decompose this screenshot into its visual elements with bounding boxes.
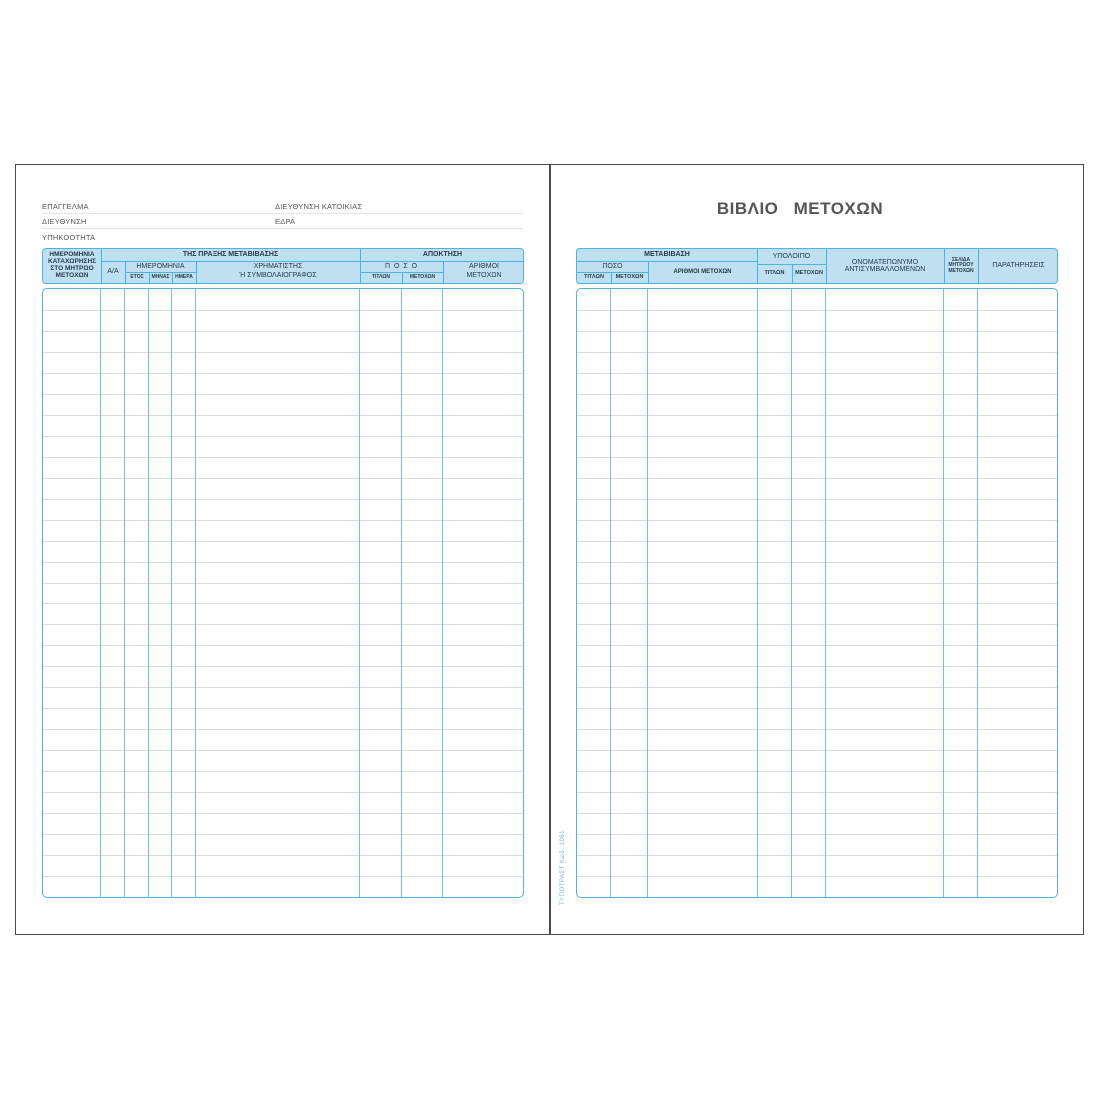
- grid-row-line: [43, 520, 523, 521]
- header-acquisition: ΑΠΟΚΤΗΣΗ: [422, 251, 463, 259]
- header-balance: ΥΠΟΛΟΙΠΟ: [772, 252, 811, 260]
- header-titles: ΤΙΤΛΩΝ: [371, 273, 391, 280]
- grid-column-line: [791, 289, 792, 897]
- grid-row-line: [577, 603, 1057, 604]
- header-remarks: ΠΑΡΑΤΗΡΗΣΕΙΣ: [992, 262, 1045, 270]
- header-numbers-shares: ΜΕΤΟΧΩΝ: [466, 272, 502, 280]
- header-registration-date: ΗΜΕΡΟΜΗΝΙΑ ΚΑΤΑΧΩΡΗΣΗΣ ΣΤΟ ΜΗΤΡΩΟ ΜΕΤΟΧΩΝ: [47, 251, 97, 279]
- grid-row-line: [577, 352, 1057, 353]
- grid-row-line: [577, 583, 1057, 584]
- grid-row-line: [577, 457, 1057, 458]
- grid-row-line: [577, 436, 1057, 437]
- grid-row-line: [577, 687, 1057, 688]
- header-notary: Ή ΣΥΜΒΟΛΑΙΟΓΡΑΦΟΣ: [239, 272, 317, 280]
- header-share-numbers: ΑΡΙΘΜΟΙ ΜΕΤΟΧΩΝ: [673, 268, 732, 275]
- grid-row-line: [43, 624, 523, 625]
- grid-row-line: [43, 478, 523, 479]
- grid-column-line: [943, 289, 944, 897]
- grid-row-line: [43, 352, 523, 353]
- grid-row-line: [43, 331, 523, 332]
- grid-column-line: [148, 289, 149, 897]
- grid-row-line: [43, 666, 523, 667]
- grid-row-line: [577, 331, 1057, 332]
- grid-row-line: [43, 310, 523, 311]
- grid-row-line: [577, 624, 1057, 625]
- grid-row-line: [43, 792, 523, 793]
- grid-row-line: [43, 499, 523, 500]
- header-register-page: ΣΕΛΙΔΑ ΜΗΤΡΩΟΥ ΜΕΤΟΧΩΝ: [948, 257, 974, 274]
- header-shares: ΜΕΤΟΧΩΝ: [615, 273, 644, 280]
- grid-column-line: [977, 289, 978, 897]
- header-amount: Π Ο Σ Ο: [384, 262, 419, 270]
- grid-row-line: [43, 771, 523, 772]
- grid-column-line: [610, 289, 611, 897]
- grid-row-line: [43, 645, 523, 646]
- grid-row-line: [577, 876, 1057, 877]
- grid-row-line: [43, 583, 523, 584]
- grid-row-line: [577, 415, 1057, 416]
- field-divider: [42, 228, 523, 229]
- header-counterparty-name: ΟΝΟΜΑΤΕΠΩΝΥΜΟ ΑΝΤΙΣΥΜΒΑΛΛΟΜΕΝΩΝ: [844, 258, 926, 273]
- grid-row-line: [577, 729, 1057, 730]
- grid-row-line: [577, 562, 1057, 563]
- grid-row-line: [43, 562, 523, 563]
- header-transfer: ΜΕΤΑΒΙΒΑΣΗ: [644, 251, 690, 259]
- grid-column-line: [100, 289, 101, 897]
- grid-column-line: [195, 289, 196, 897]
- grid-row-line: [43, 603, 523, 604]
- grid-row-line: [577, 478, 1057, 479]
- grid-row-line: [577, 750, 1057, 751]
- grid-row-line: [43, 855, 523, 856]
- grid-row-line: [577, 394, 1057, 395]
- grid-row-line: [43, 394, 523, 395]
- header-transfer-act: ΤΗΣ ΠΡΑΞΗΣ ΜΕΤΑΒΙΒΑΣΗΣ: [182, 251, 279, 259]
- grid-row-line: [43, 436, 523, 437]
- grid-row-line: [577, 771, 1057, 772]
- left-entry-grid: [42, 288, 524, 898]
- grid-row-line: [43, 750, 523, 751]
- grid-row-line: [577, 310, 1057, 311]
- grid-column-line: [171, 289, 172, 897]
- grid-row-line: [43, 708, 523, 709]
- header-titles: ΤΙΤΛΩΝ: [584, 273, 604, 280]
- grid-row-line: [43, 541, 523, 542]
- grid-row-line: [577, 855, 1057, 856]
- field-residence-address-label: ΔΙΕΥΘΥΝΣΗ ΚΑΤΟΙΚΙΑΣ: [275, 202, 363, 211]
- field-seat-label: ΕΔΡΑ: [275, 217, 296, 226]
- grid-row-line: [577, 813, 1057, 814]
- grid-row-line: [43, 834, 523, 835]
- grid-row-line: [577, 373, 1057, 374]
- grid-column-line: [442, 289, 443, 897]
- grid-row-line: [43, 729, 523, 730]
- field-nationality-label: ΥΠΗΚΟΟΤΗΤΑ: [42, 233, 96, 242]
- right-table-header: [576, 248, 1058, 284]
- header-numbers: ΑΡΙΘΜΟΙ: [469, 263, 499, 271]
- grid-row-line: [577, 499, 1057, 500]
- right-entry-grid: [576, 288, 1058, 898]
- grid-column-line: [647, 289, 648, 897]
- grid-column-line: [124, 289, 125, 897]
- book-spine: [549, 164, 551, 935]
- header-broker: ΧΡΗΜΑΤΙΣΤΗΣ: [253, 263, 303, 271]
- grid-row-line: [577, 520, 1057, 521]
- grid-row-line: [577, 666, 1057, 667]
- grid-row-line: [43, 415, 523, 416]
- header-balance-titles: ΤΙΤΛΩΝ: [764, 269, 785, 276]
- grid-column-line: [757, 289, 758, 897]
- page-title: ΒΙΒΛΙΟ ΜΕΤΟΧΩΝ: [716, 199, 884, 218]
- grid-row-line: [577, 645, 1057, 646]
- field-address-label: ΔΙΕΥΘΥΝΣΗ: [42, 217, 87, 226]
- printer-imprint: ΤΥΠΟΤΡΑΣΤ Κωδ. 1061: [560, 830, 566, 905]
- grid-row-line: [43, 457, 523, 458]
- header-shares: ΜΕΤΟΧΩΝ: [409, 273, 436, 280]
- header-balance-shares: ΜΕΤΟΧΩΝ: [795, 269, 823, 276]
- header-day: ΗΜΕΡΑ: [175, 273, 193, 280]
- grid-row-line: [43, 687, 523, 688]
- grid-row-line: [577, 541, 1057, 542]
- grid-row-line: [43, 813, 523, 814]
- header-serial-no: Α/Α: [107, 268, 119, 276]
- grid-column-line: [825, 289, 826, 897]
- header-amount: ΠΟΣΟ: [602, 262, 623, 270]
- grid-column-line: [401, 289, 402, 897]
- header-year: ΕΤΟΣ: [130, 273, 144, 280]
- header-month: ΜΗΝΑΣ: [151, 273, 170, 280]
- grid-row-line: [577, 708, 1057, 709]
- grid-row-line: [577, 792, 1057, 793]
- field-occupation-label: ΕΠΑΓΓΕΛΜΑ: [42, 202, 89, 211]
- grid-row-line: [43, 876, 523, 877]
- grid-row-line: [577, 834, 1057, 835]
- field-divider: [42, 213, 523, 214]
- grid-column-line: [359, 289, 360, 897]
- header-date: ΗΜΕΡΟΜΗΝΙΑ: [136, 262, 185, 270]
- left-table-header: [42, 248, 524, 284]
- grid-row-line: [43, 373, 523, 374]
